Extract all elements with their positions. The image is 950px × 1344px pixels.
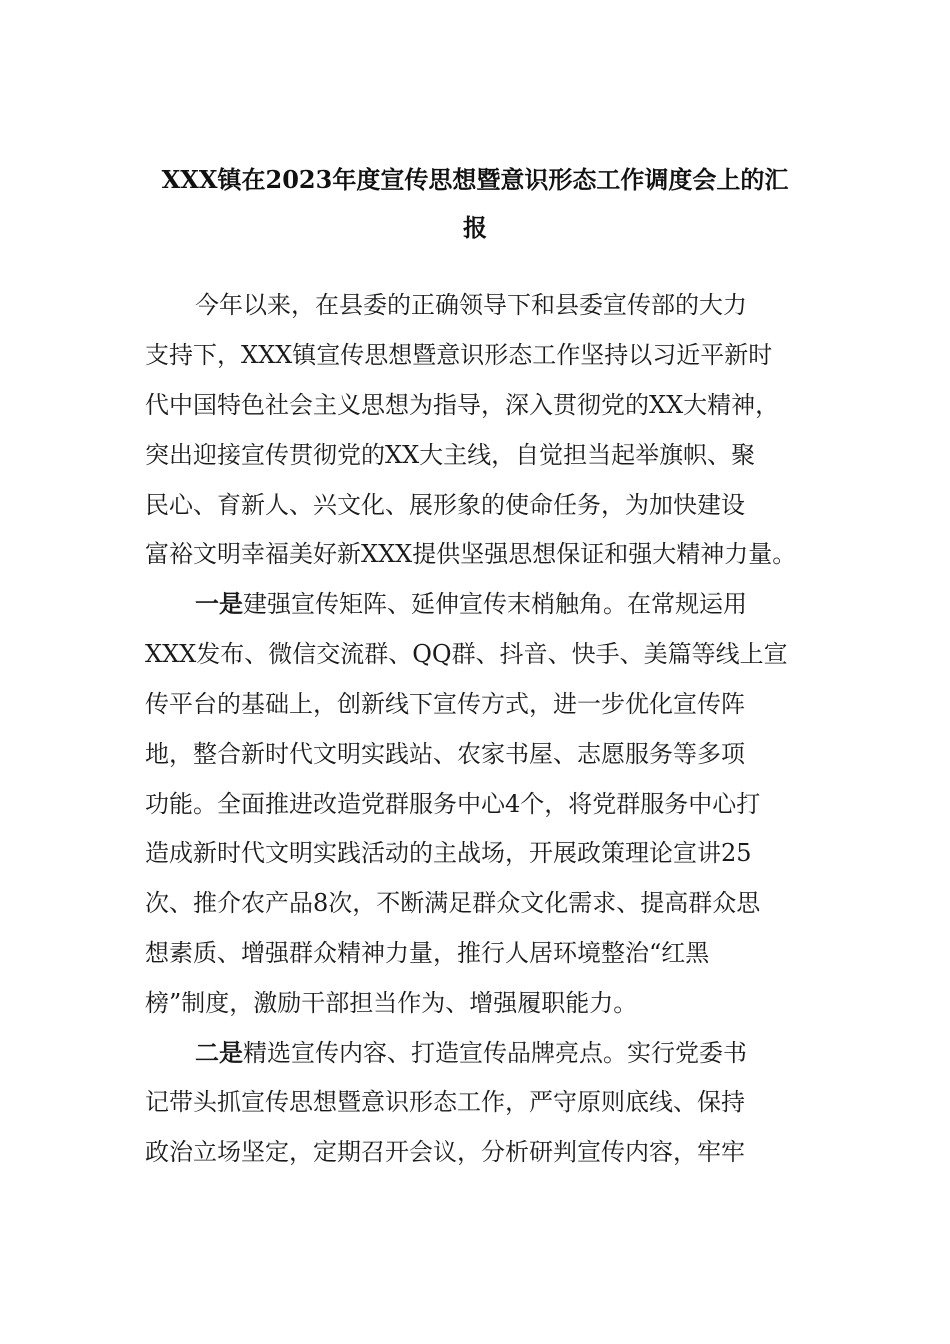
paragraph-2-line-3: 传平台的基础上，创新线下宣传方式，进一步优化宣传阵 [145, 690, 745, 718]
paragraph-1-line-6: 富裕文明幸福美好新XXX提供坚强思想保证和强大精神力量。 [145, 540, 797, 568]
paragraph-1-line-2: 支持下，XXX镇宣传思想暨意识形态工作坚持以习近平新时 [145, 341, 773, 369]
paragraph-1-line-4: 突出迎接宣传贯彻党的XX大主线，自觉担当起举旗帜、聚 [145, 441, 756, 469]
paragraph-2-first-rest: 建强宣传矩阵、延伸宣传末梢触角。在常规运用 [243, 590, 747, 618]
paragraph-2-line-6: 造成新时代文明实践活动的主战场，开展政策理论宣讲25 [145, 839, 752, 867]
paragraph-2-lead: 一是 [195, 589, 243, 618]
paragraph-2-line-9: 榜”制度，激励干部担当作为、增强履职能力。 [145, 989, 638, 1017]
paragraph-2-line-4: 地，整合新时代文明实践站、农家书屋、志愿服务等多项 [145, 740, 745, 768]
paragraph-2-line-5: 功能。全面推进改造党群服务中心4个，将党群服务中心打 [145, 790, 761, 818]
paragraph-2-line-2: XXX发布、微信交流群、QQ群、抖音、快手、美篇等线上宣 [145, 640, 788, 668]
paragraph-3-lead: 二是 [195, 1038, 243, 1067]
document-title-line-2: 报 [463, 213, 487, 242]
paragraph-3-line-3: 政治立场坚定，定期召开会议，分析研判宣传内容，牢牢 [145, 1138, 745, 1166]
paragraph-1-line-1: 今年以来，在县委的正确领导下和县委宣传部的大力 [195, 291, 747, 319]
document-title-line-1: XXX镇在2023年度宣传思想暨意识形态工作调度会上的汇 [161, 165, 789, 194]
paragraph-3-line-1 [195, 1040, 885, 1066]
paragraph-2-line-8: 想素质、增强群众精神力量，推行人居环境整治“红黑 [145, 939, 710, 967]
paragraph-3-line-2: 记带头抓宣传思想暨意识形态工作，严守原则底线、保持 [145, 1088, 745, 1116]
paragraph-3-first-rest: 精选宣传内容、打造宣传品牌亮点。实行党委书 [243, 1039, 747, 1067]
paragraph-1-line-3: 代中国特色社会主义思想为指导，深入贯彻党的XX大精神， [145, 391, 780, 419]
paragraph-1-line-5: 民心、育新人、兴文化、展形象的使命任务，为加快建设 [145, 491, 745, 519]
paragraph-2-line-1 [195, 591, 885, 617]
paragraph-2-line-7: 次、推介农产品8次，不断满足群众文化需求、提高群众思 [145, 889, 761, 917]
